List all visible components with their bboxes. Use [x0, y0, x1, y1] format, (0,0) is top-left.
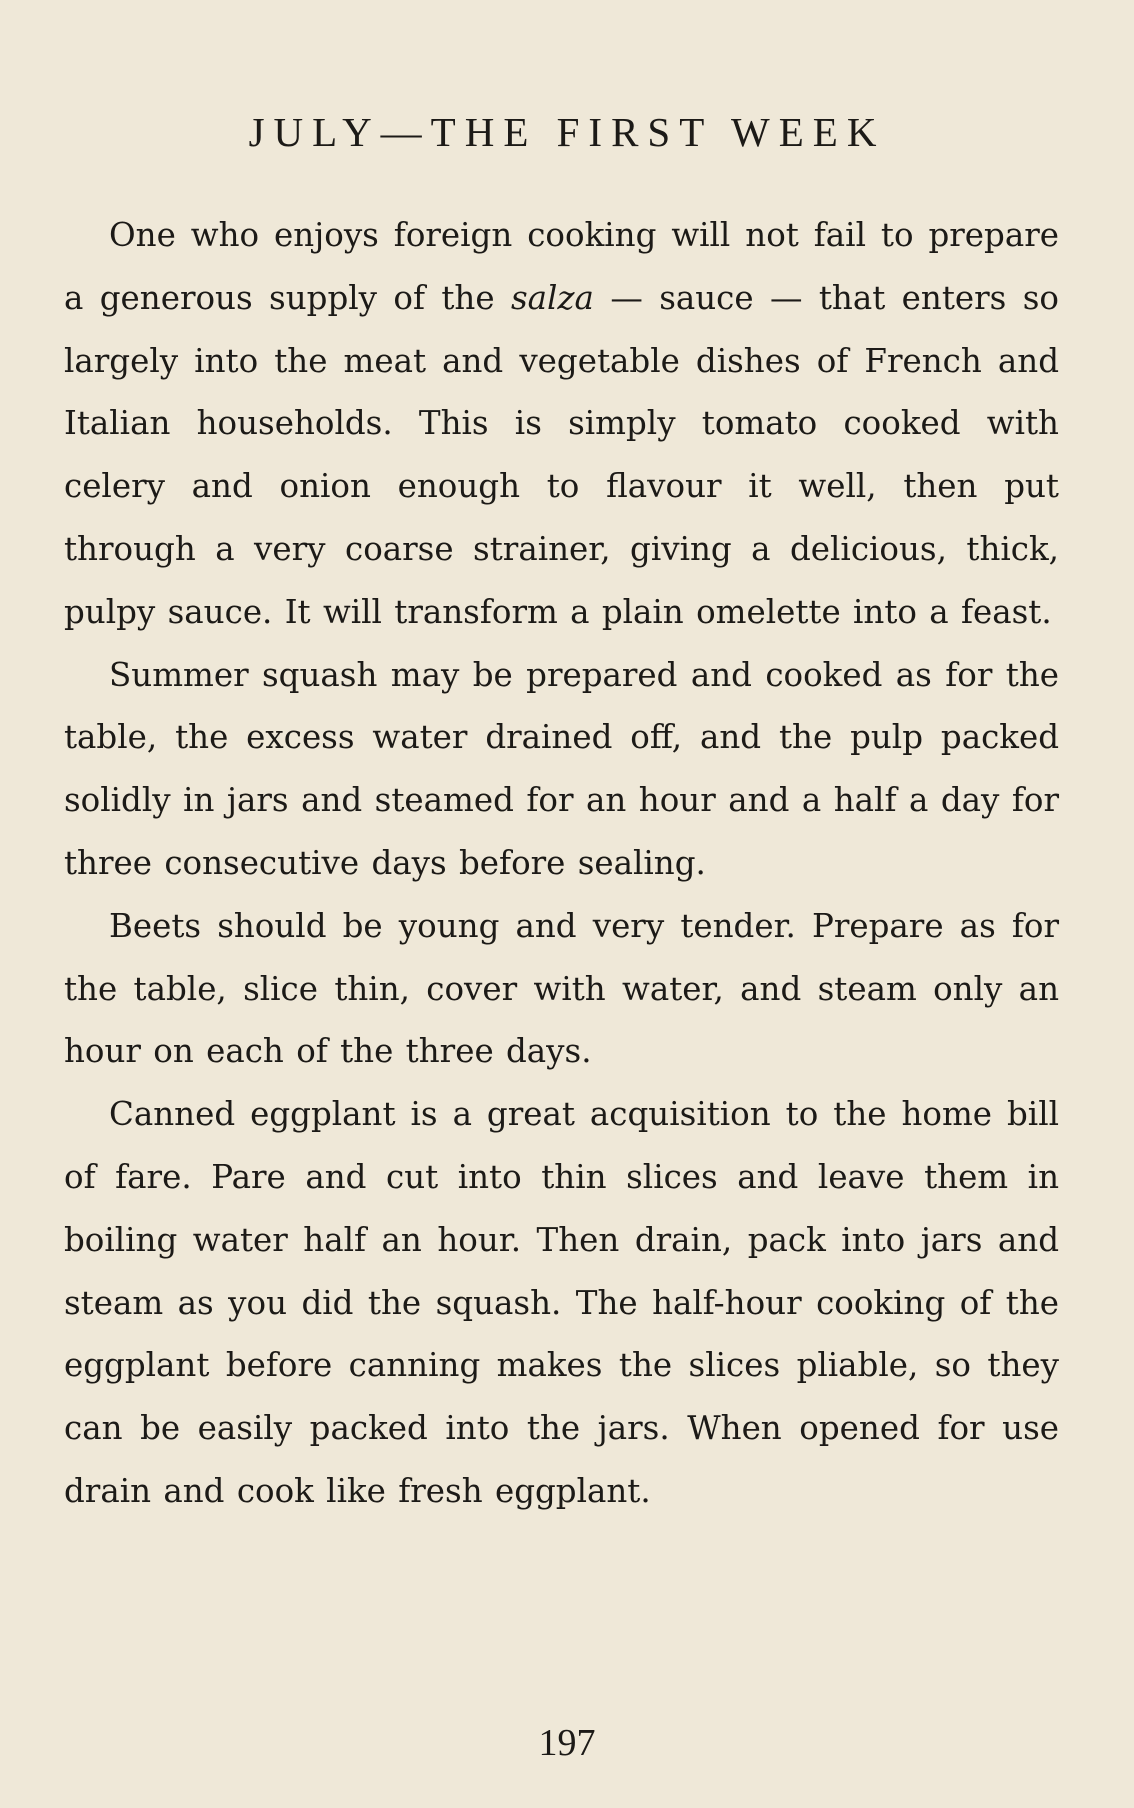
paragraph-summer-squash	[64, 644, 1059, 895]
paragraph-4-text: Canned eggplant is a great acquisition to the home bill of fare. Pare and cut into thin slices and leave them in boiling water half an hour. Then drain, pack into jars and steam as you did the squash. The half-hour cooking of the eggplant before canning makes the slices pliable, so they can be easily packed into the jars. When opened for use drain and cook like fresh eggplant.	[64, 1095, 1059, 1510]
paragraph-1-text-continued: — sauce — that enters so largely into the meat and vegetable dishes of French and Italian households. This is simply tomato cooked with celery and onion enough to flavour it well, then put through a very coarse strainer, giving a delicious, thick, pulpy sauce. It will transform a plain omelette into a feast.	[64, 278, 1059, 631]
paragraph-1-text: One who enjoys foreign cooking will not fail to prepare a generous supply of the	[64, 216, 1059, 317]
emphasis-salza: salza	[510, 278, 594, 317]
paragraph-3-text: Beets should be young and very tender. Prepare as for the table, slice thin, cover with water, and steam only an hour on each of the three days.	[64, 906, 1059, 1071]
page-number: 197	[538, 1722, 596, 1764]
paragraph-beets	[64, 895, 1059, 1083]
body-text	[64, 204, 1059, 1523]
paragraph-salza	[64, 204, 1059, 644]
running-head: JULY—THE FIRST WEEK	[248, 109, 886, 155]
paragraph-2-text: Summer squash may be prepared and cooked as for the table, the excess water drained off, and the pulp packed solidly in jars and steamed for an hour and a half a day for three consecutive days before sealing.	[64, 655, 1059, 882]
paragraph-eggplant	[64, 1083, 1059, 1523]
